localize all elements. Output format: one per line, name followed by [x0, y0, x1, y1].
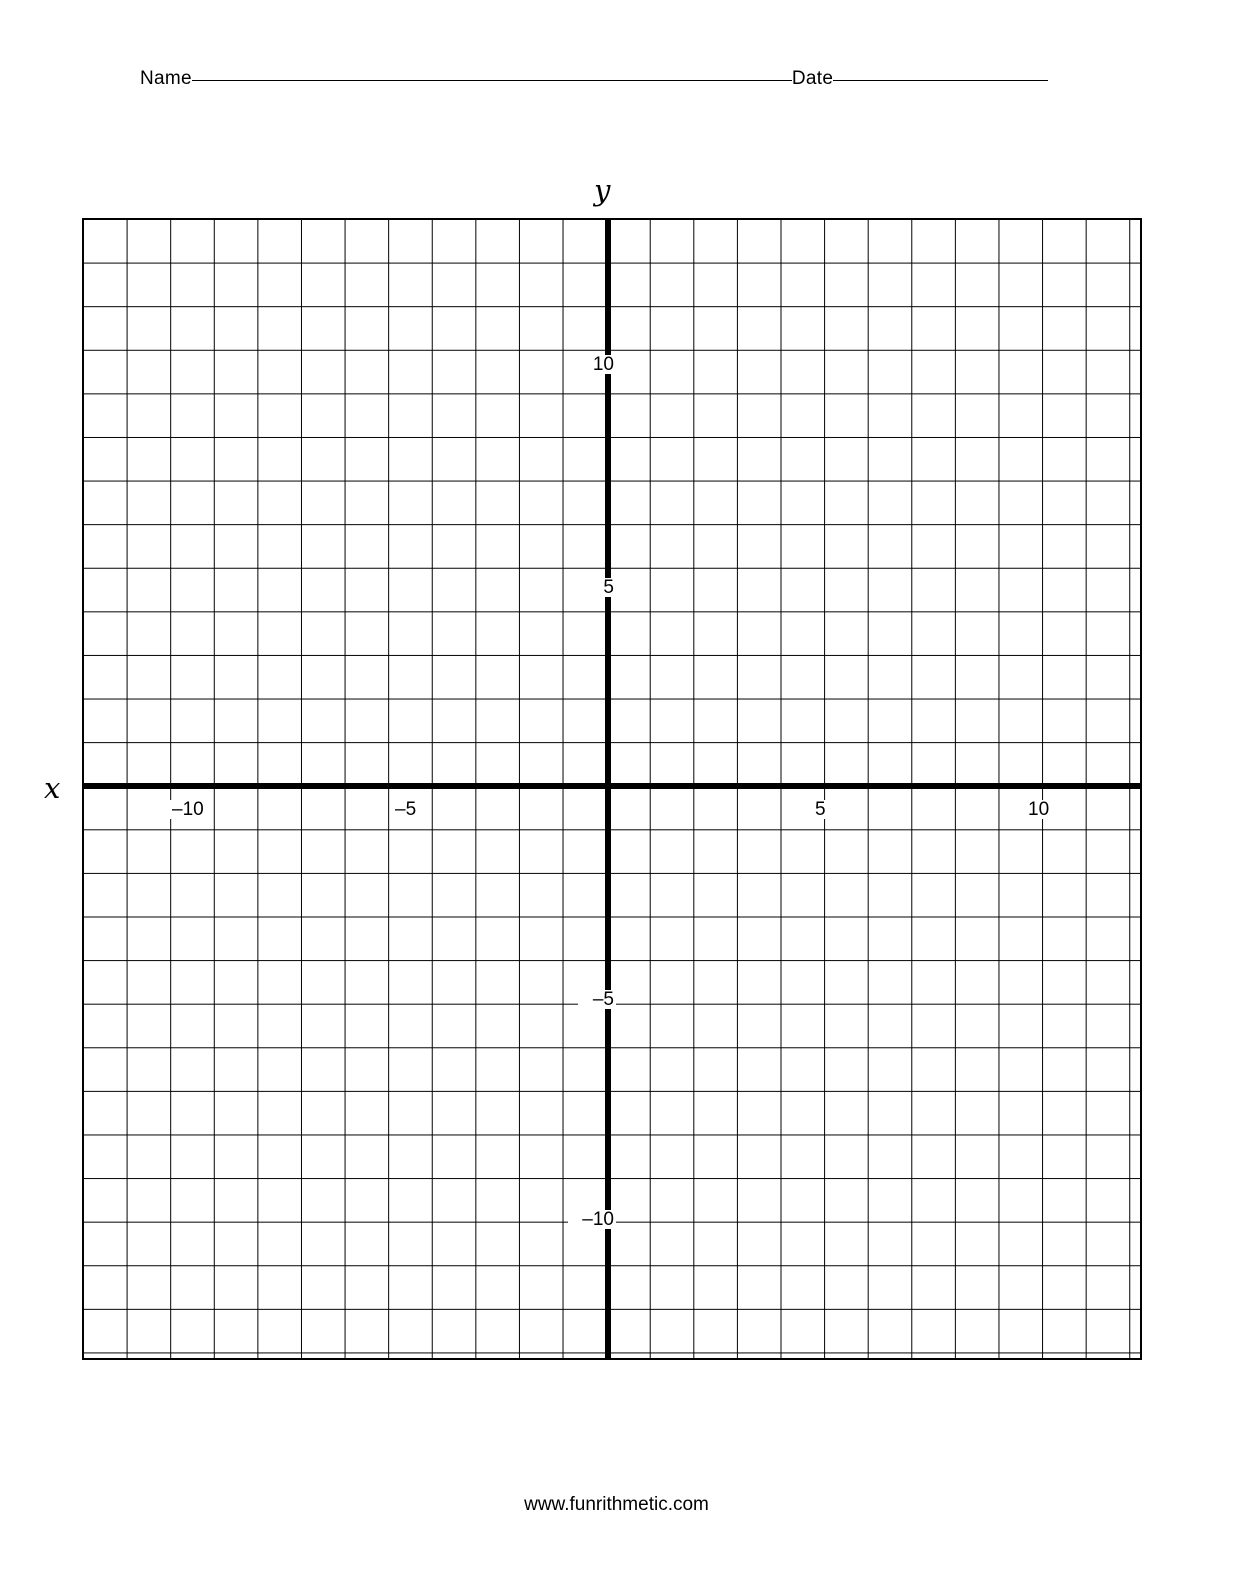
- y-axis-line: [605, 218, 611, 1360]
- grid-lines: [82, 218, 1142, 1360]
- x-tick-neg5: –5: [395, 799, 417, 820]
- x-axis-line: [82, 783, 1142, 789]
- x-tick-10: 10: [1028, 799, 1050, 820]
- y-tick-neg5: –5: [578, 990, 616, 1009]
- x-tick-5: 5: [815, 799, 826, 820]
- footer-website: www.funrithmetic.com: [524, 1494, 709, 1515]
- date-label: Date: [791, 68, 834, 89]
- date-input-line[interactable]: [833, 79, 1048, 81]
- y-axis-label: y: [594, 173, 611, 207]
- x-axis-label: x: [44, 771, 61, 805]
- worksheet-header: [140, 68, 1065, 98]
- y-tick-5: 5: [590, 578, 616, 597]
- x-tick-neg10: –10: [172, 799, 204, 820]
- coordinate-plane: [82, 218, 1142, 1360]
- name-label: Name: [140, 68, 192, 89]
- y-tick-neg10: –10: [568, 1210, 616, 1229]
- y-tick-10: 10: [582, 355, 616, 374]
- name-input-line[interactable]: [192, 79, 792, 81]
